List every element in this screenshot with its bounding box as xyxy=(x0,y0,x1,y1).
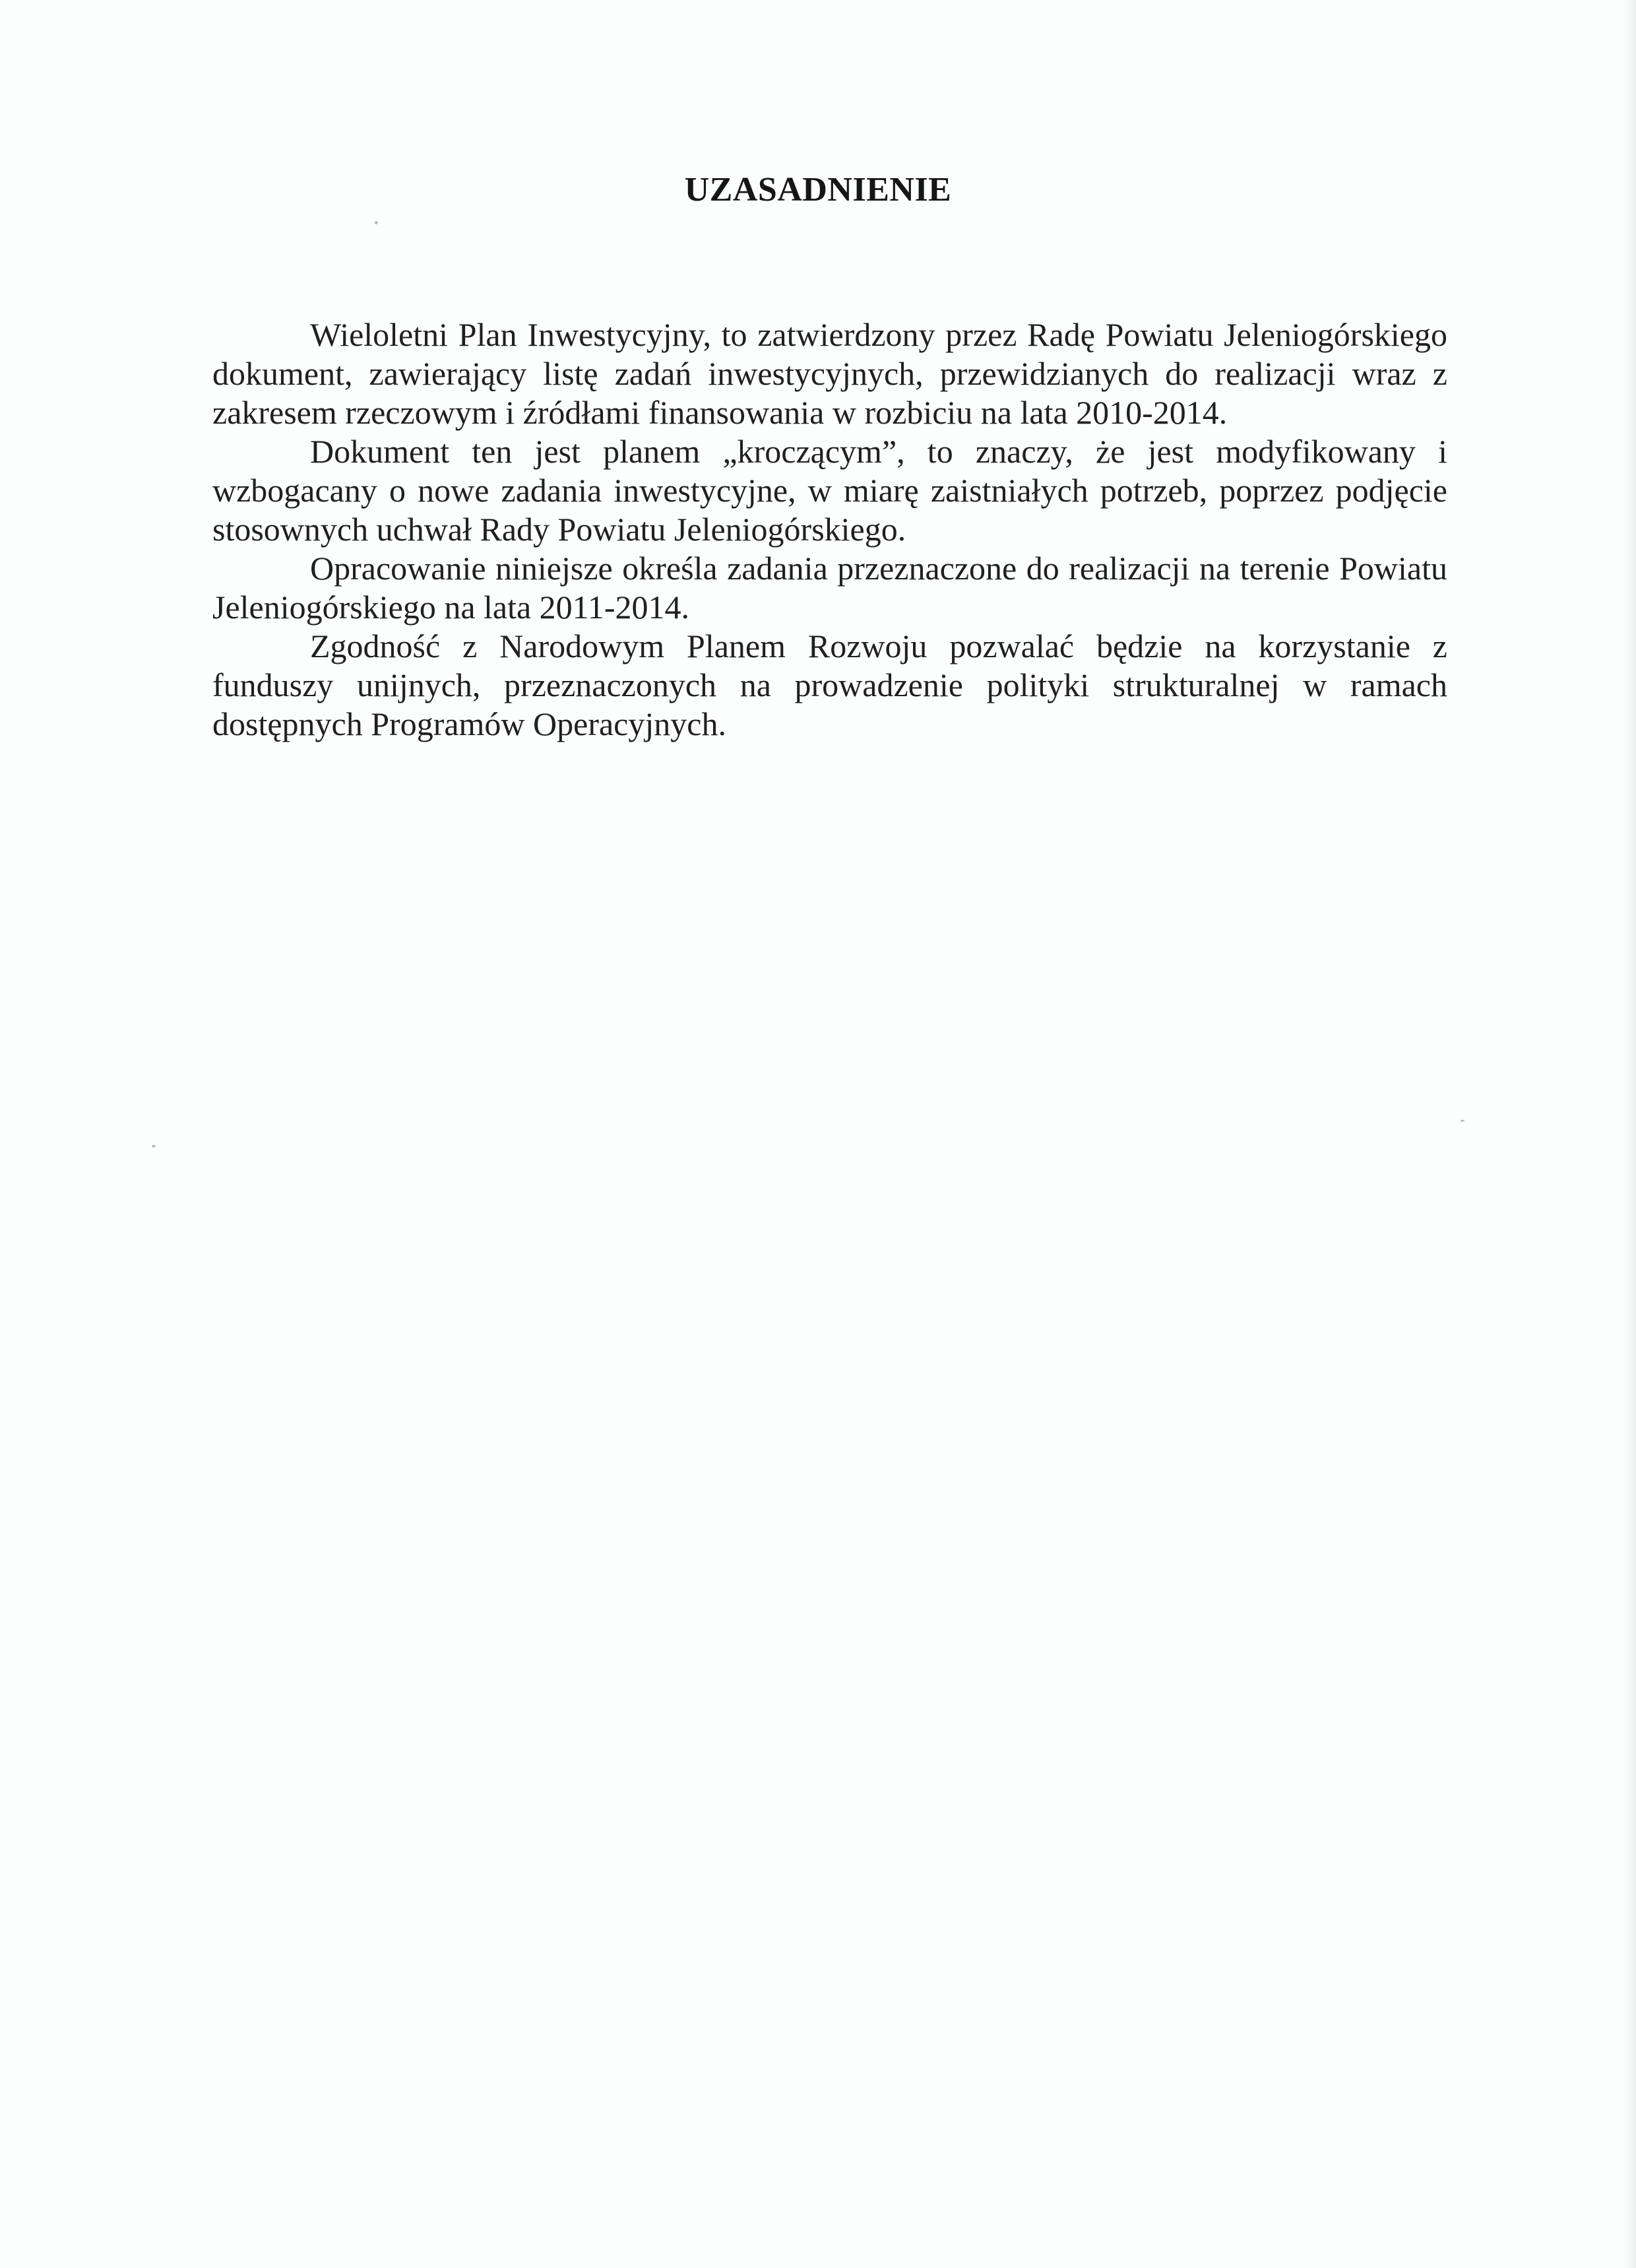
scan-edge-shadow xyxy=(1623,0,1636,2268)
scan-speck xyxy=(1461,1120,1464,1122)
paragraph-3: Opracowanie niniejsze określa zadania przeznaczone do realizacji na terenie Powiatu Jeleniogórskiego na lata 2011-2014. xyxy=(212,550,1447,626)
paragraph-2: Dokument ten jest planem „kroczącym”, to znaczy, że jest modyfikowany i wzbogacany o nowe zadania inwestycyjne, w miarę zaistniałych potrzeb, poprzez podjęcie stosownych uchwał Rady Powiatu Jeleniogórskiego. xyxy=(212,433,1447,548)
scan-speck xyxy=(375,221,378,224)
document-heading: UZASADNIENIE xyxy=(684,171,952,209)
scan-speck xyxy=(152,1145,156,1148)
paragraph-4: Zgodność z Narodowym Planem Rozwoju pozwalać będzie na korzystanie z funduszy unijnych, przeznaczonych na prowadzenie polityki strukturalnej w ramach dostępnych Programów Operacyjnych. xyxy=(212,628,1447,742)
paragraph-1: Wieloletni Plan Inwestycyjny, to zatwierdzony przez Radę Powiatu Jeleniogórskiego dokument, zawierający listę zadań inwestycyjnych, przewidzianych do realizacji wraz z zakresem rzeczowym i źródłami finansowania w rozbiciu na lata 2010-2014. xyxy=(212,316,1447,431)
document-body xyxy=(212,315,1447,744)
